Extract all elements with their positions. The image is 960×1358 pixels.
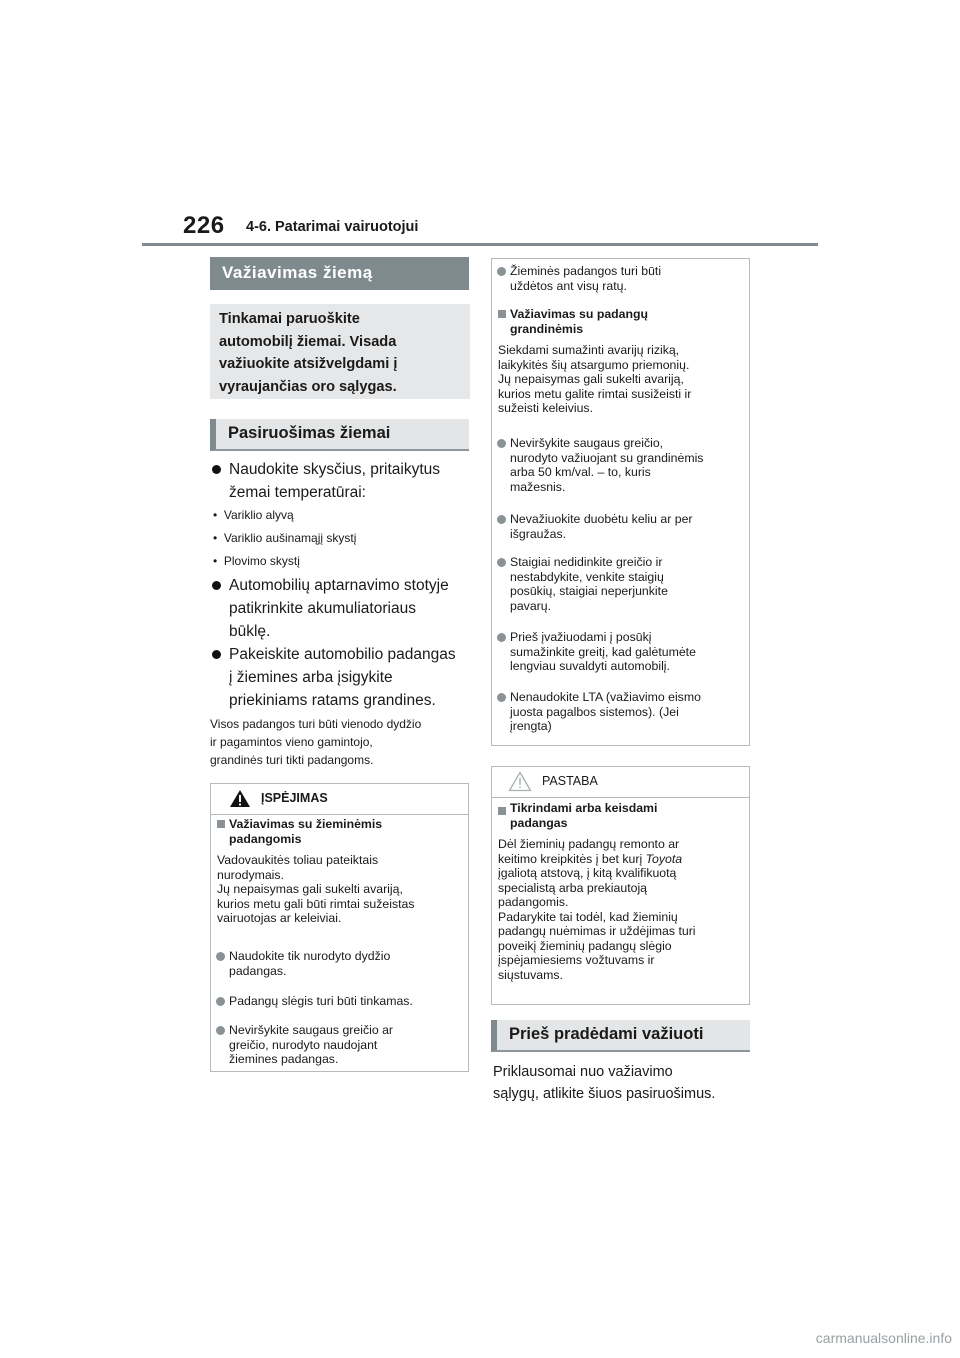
cont-bullet: Žieminės padangos turi būti uždėtos ant visų ratų.: [510, 264, 662, 293]
bullet-line: Pakeiskite automobilio padangas: [229, 646, 456, 663]
subsection-title-winter-prep: Pasiruošimas žiemai: [210, 419, 469, 451]
cont-bullet: Prieš įvažiuodami į posūkį sumažinkite greitį, kad galėtumėte lengviau suvaldyti automobilį.: [510, 630, 696, 673]
bullet-line: patikrinkite akumuliatoriaus: [229, 600, 416, 617]
bullet-circle-icon: [216, 997, 225, 1006]
chapter-title: 4-6. Patarimai vairuotojui: [246, 219, 419, 235]
cont-bullet: Nenaudokite LTA (važiavimo eismo juosta pagalbos sistemos). (Jei įrengta): [510, 690, 701, 733]
notice-header: [492, 767, 749, 798]
before-driving-text: Priklausomai nuo važiavimo sąlygų, atlikite šiuos pasiruošimus.: [493, 1064, 716, 1102]
warning-heading: Važiavimas su žieminėmis padangomis: [229, 817, 383, 846]
bullet-circle-icon: [216, 952, 225, 961]
bullet-dot: [212, 650, 221, 659]
heading-square-icon: [498, 807, 506, 815]
bullet-line: priekiniams ratams grandines.: [229, 692, 436, 709]
bullet-circle-icon: [497, 267, 506, 276]
notice-triangle-icon: [508, 771, 532, 792]
warning-bullet: Neviršykite saugaus greičio ar greičio, nurodyto naudojant žiemines padangas.: [229, 1023, 394, 1066]
section-title-winter-driving: Važiavimas žiemą: [210, 257, 469, 290]
chains-paragraph: Siekdami sumažinti avarijų riziką, laikykitės šių atsargumo priemonių. Jų nepaisymas gali sukelti avariją, kurios metu galite rimtai susižeisti ir sužeisti keleivius.: [498, 343, 692, 415]
bullet-line: Automobilių aptarnavimo stotyje: [229, 577, 449, 594]
intro-line: automobilį žiemai. Visada: [219, 333, 397, 350]
bullet-circle-icon: [497, 558, 506, 567]
bullet-circle-icon: [497, 515, 506, 524]
bullet-line: į žiemines arba įsigykite: [229, 669, 393, 686]
notice-box: [491, 766, 750, 1005]
section-title-before-driving: Prieš pradėdami važiuoti: [491, 1020, 750, 1052]
bullet-circle-icon: [497, 439, 506, 448]
intro-line: Tinkamai paruoškite: [219, 311, 360, 327]
notice-paragraph: Dėl žieminių padangų remonto ar keitimo kreipkitės į bet kurį Toyota įgaliotą atstovą, į kitą kvalifikuotą specialistą arba prekiautoją padangomis. Padarykite tai todėl, kad žieminių padangų nuėmimas ir uždėjimas turi poveikį žieminių padangų slėgio įspėjamiesiems vožtuvams ir siųstuvams.: [498, 837, 696, 982]
bullet-line: Naudokite skysčius, pritaikytus: [229, 461, 441, 478]
cont-bullet: Neviršykite saugaus greičio, nurodyto važiuojant su grandinėmis arba 50 km/val. – to, kuris mažesnis.: [510, 436, 704, 494]
bullet-dot: [212, 465, 221, 474]
header-rule: [142, 243, 818, 246]
warning-title: ĮSPĖJIMAS: [261, 791, 328, 805]
warning-paragraph: Vadovaukitės toliau pateiktais nurodymais. Jų nepaisymas gali sukelti avariją, kurios metu gali būti rimtai sužeistas vairuotojas ar keleiviai.: [217, 853, 415, 925]
bullet-tires: [212, 643, 470, 713]
warning-header: [211, 784, 468, 815]
bullet-line: žemai temperatūrai:: [229, 484, 366, 501]
heading-square-icon: [498, 310, 506, 318]
sub-item: • Plovimo skystį: [213, 554, 300, 568]
sub-item: • Variklio aušinamąjį skystį: [213, 531, 357, 545]
warning-continuation-box: [491, 258, 750, 746]
notice-heading: Tikrindami arba keisdami padangas: [510, 801, 658, 830]
chains-heading: Važiavimas su padangų grandinėmis: [510, 307, 649, 336]
bullet-battery: [212, 574, 470, 644]
intro-line: vyraujančias oro sąlygas.: [219, 378, 397, 395]
warning-bullet: Naudokite tik nurodyto dydžio padangas.: [229, 949, 391, 978]
bullet-circle-icon: [216, 1026, 225, 1035]
note-line: Visos padangos turi būti vienodo dydžio: [210, 717, 422, 731]
bullet-dot: [212, 581, 221, 590]
intro-box: [210, 304, 470, 399]
heading-square-icon: [217, 820, 225, 828]
sub-item: • Variklio alyvą: [213, 508, 294, 522]
watermark: carmanualsonline.info: [815, 1330, 952, 1346]
intro-line: važiuokite atsižvelgdami į: [219, 356, 398, 372]
warning-box: [210, 783, 469, 1072]
bullet-line: būklę.: [229, 623, 271, 640]
bullet-circle-icon: [497, 633, 506, 642]
tire-note: [210, 715, 472, 769]
bullet-fluids: [212, 458, 470, 506]
cont-bullet: Nevažiuokite duobėtu keliu ar per išgraužas.: [510, 512, 693, 541]
bullet-circle-icon: [497, 693, 506, 702]
notice-title: PASTABA: [542, 774, 598, 788]
warning-triangle-icon: [229, 789, 251, 808]
warning-bullet: Padangų slėgis turi būti tinkamas.: [229, 994, 413, 1008]
cont-bullet: Staigiai nedidinkite greičio ir nestabdykite, venkite staigių posūkių, staigiai neperjunkite pavarų.: [510, 555, 668, 613]
page-number: 226: [183, 212, 225, 239]
note-line: ir pagamintos vieno gamintojo,: [210, 735, 373, 749]
note-line: grandinės turi tikti padangoms.: [210, 753, 374, 767]
